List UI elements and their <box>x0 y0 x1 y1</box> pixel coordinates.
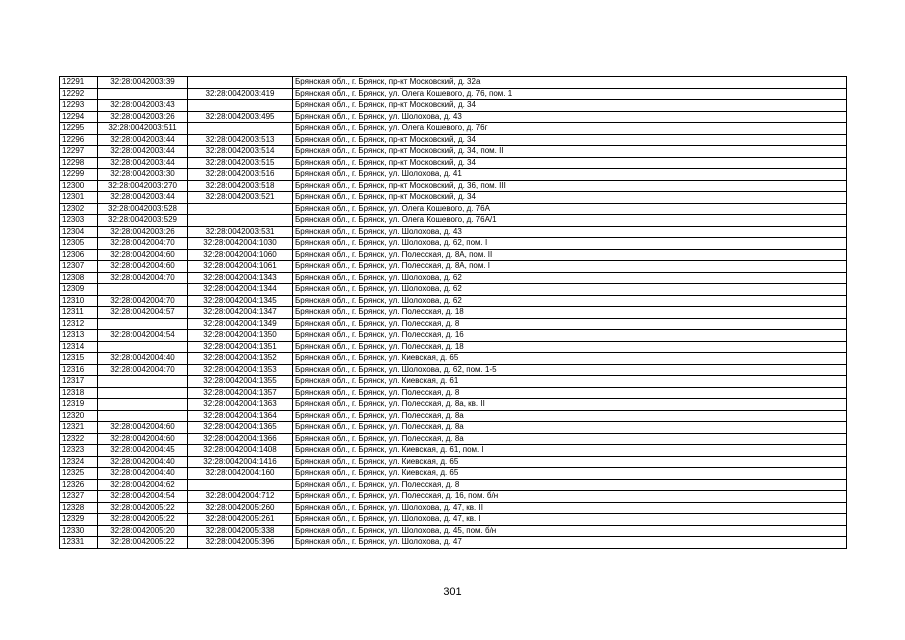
address-cell: Брянская обл., г. Брянск, ул. Олега Кошевого, д. 76, пом. 1 <box>293 88 847 100</box>
row-number-cell: 12300 <box>60 180 98 192</box>
row-number-cell: 12326 <box>60 479 98 491</box>
table-row <box>60 295 847 307</box>
parcel-cadastral-cell <box>98 387 188 399</box>
address-cell: Брянская обл., г. Брянск, ул. Шолохова, д. 62, пом. 1-5 <box>293 364 847 376</box>
object-cadastral-cell: 32:28:0042004:1353 <box>188 364 293 376</box>
row-number-cell: 12310 <box>60 295 98 307</box>
table-row <box>60 226 847 238</box>
parcel-cadastral-cell: 32:28:0042003:44 <box>98 157 188 169</box>
address-cell: Брянская обл., г. Брянск, ул. Полесская, д. 8 <box>293 387 847 399</box>
parcel-cadastral-cell: 32:28:0042004:70 <box>98 272 188 284</box>
table-row <box>60 514 847 526</box>
table-row <box>60 399 847 411</box>
table-row <box>60 111 847 123</box>
registry-table <box>59 76 847 549</box>
parcel-cadastral-cell: 32:28:0042003:511 <box>98 123 188 135</box>
table-row <box>60 525 847 537</box>
row-number-cell: 12302 <box>60 203 98 215</box>
table-row <box>60 100 847 112</box>
row-number-cell: 12309 <box>60 284 98 296</box>
row-number-cell: 12324 <box>60 456 98 468</box>
address-cell: Брянская обл., г. Брянск, ул. Полесская, д. 16 <box>293 330 847 342</box>
address-cell: Брянская обл., г. Брянск, ул. Полесская, д. 8 <box>293 318 847 330</box>
object-cadastral-cell: 32:28:0042005:338 <box>188 525 293 537</box>
parcel-cadastral-cell <box>98 341 188 353</box>
row-number-cell: 12320 <box>60 410 98 422</box>
row-number-cell: 12316 <box>60 364 98 376</box>
parcel-cadastral-cell: 32:28:0042003:43 <box>98 100 188 112</box>
row-number-cell: 12292 <box>60 88 98 100</box>
address-cell: Брянская обл., г. Брянск, пр-кт Московский, д. 34 <box>293 134 847 146</box>
address-cell: Брянская обл., г. Брянск, пр-кт Московский, д. 34 <box>293 100 847 112</box>
table-row <box>60 180 847 192</box>
parcel-cadastral-cell: 32:28:0042003:44 <box>98 146 188 158</box>
address-cell: Брянская обл., г. Брянск, ул. Олега Кошевого, д. 76А/1 <box>293 215 847 227</box>
parcel-cadastral-cell: 32:28:0042004:70 <box>98 364 188 376</box>
parcel-cadastral-cell: 32:28:0042003:44 <box>98 192 188 204</box>
row-number-cell: 12294 <box>60 111 98 123</box>
table-row <box>60 330 847 342</box>
parcel-cadastral-cell: 32:28:0042004:40 <box>98 353 188 365</box>
parcel-cadastral-cell: 32:28:0042003:26 <box>98 226 188 238</box>
table-row <box>60 157 847 169</box>
table-row <box>60 468 847 480</box>
row-number-cell: 12308 <box>60 272 98 284</box>
table-row <box>60 341 847 353</box>
parcel-cadastral-cell: 32:28:0042004:54 <box>98 330 188 342</box>
address-cell: Брянская обл., г. Брянск, ул. Шолохова, д. 47 <box>293 537 847 549</box>
address-cell: Брянская обл., г. Брянск, пр-кт Московский, д. 34 <box>293 192 847 204</box>
registry-table-body <box>60 77 847 549</box>
object-cadastral-cell: 32:28:0042005:396 <box>188 537 293 549</box>
object-cadastral-cell: 32:28:0042004:1344 <box>188 284 293 296</box>
address-cell: Брянская обл., г. Брянск, ул. Полесская, д. 8а <box>293 422 847 434</box>
address-cell: Брянская обл., г. Брянск, ул. Шолохова, д. 47, кв. II <box>293 502 847 514</box>
address-cell: Брянская обл., г. Брянск, пр-кт Московский, д. 34 <box>293 157 847 169</box>
row-number-cell: 12296 <box>60 134 98 146</box>
object-cadastral-cell: 32:28:0042004:1408 <box>188 445 293 457</box>
object-cadastral-cell: 32:28:0042003:516 <box>188 169 293 181</box>
address-cell: Брянская обл., г. Брянск, пр-кт Московский, д. 32а <box>293 77 847 89</box>
table-row <box>60 123 847 135</box>
address-cell: Брянская обл., г. Брянск, ул. Киевская, д. 61 <box>293 376 847 388</box>
table-row <box>60 169 847 181</box>
address-cell: Брянская обл., г. Брянск, пр-кт Московский, д. 34, пом. II <box>293 146 847 158</box>
row-number-cell: 12304 <box>60 226 98 238</box>
table-row <box>60 318 847 330</box>
parcel-cadastral-cell: 32:28:0042004:60 <box>98 422 188 434</box>
parcel-cadastral-cell: 32:28:0042003:529 <box>98 215 188 227</box>
address-cell: Брянская обл., г. Брянск, ул. Шолохова, д. 62 <box>293 284 847 296</box>
parcel-cadastral-cell: 32:28:0042004:40 <box>98 456 188 468</box>
parcel-cadastral-cell: 32:28:0042004:60 <box>98 433 188 445</box>
row-number-cell: 12331 <box>60 537 98 549</box>
row-number-cell: 12297 <box>60 146 98 158</box>
address-cell: Брянская обл., г. Брянск, ул. Полесская, д. 8А, пом. I <box>293 261 847 273</box>
table-row <box>60 422 847 434</box>
object-cadastral-cell: 32:28:0042004:1357 <box>188 387 293 399</box>
address-cell: Брянская обл., г. Брянск, ул. Полесская, д. 16, пом. б/н <box>293 491 847 503</box>
parcel-cadastral-cell: 32:28:0042003:26 <box>98 111 188 123</box>
parcel-cadastral-cell: 32:28:0042004:60 <box>98 249 188 261</box>
object-cadastral-cell: 32:28:0042004:1343 <box>188 272 293 284</box>
parcel-cadastral-cell <box>98 284 188 296</box>
address-cell: Брянская обл., г. Брянск, ул. Шолохова, д. 62 <box>293 272 847 284</box>
table-row <box>60 410 847 422</box>
parcel-cadastral-cell: 32:28:0042005:20 <box>98 525 188 537</box>
object-cadastral-cell: 32:28:0042004:1366 <box>188 433 293 445</box>
parcel-cadastral-cell: 32:28:0042005:22 <box>98 514 188 526</box>
row-number-cell: 12323 <box>60 445 98 457</box>
object-cadastral-cell: 32:28:0042004:1365 <box>188 422 293 434</box>
parcel-cadastral-cell <box>98 88 188 100</box>
object-cadastral-cell: 32:28:0042004:1416 <box>188 456 293 468</box>
parcel-cadastral-cell: 32:28:0042004:54 <box>98 491 188 503</box>
table-row <box>60 433 847 445</box>
row-number-cell: 12322 <box>60 433 98 445</box>
object-cadastral-cell: 32:28:0042003:419 <box>188 88 293 100</box>
table-row <box>60 456 847 468</box>
object-cadastral-cell: 32:28:0042003:531 <box>188 226 293 238</box>
object-cadastral-cell <box>188 123 293 135</box>
table-row <box>60 203 847 215</box>
object-cadastral-cell: 32:28:0042004:1061 <box>188 261 293 273</box>
parcel-cadastral-cell: 32:28:0042003:270 <box>98 180 188 192</box>
object-cadastral-cell <box>188 100 293 112</box>
row-number-cell: 12327 <box>60 491 98 503</box>
table-row <box>60 284 847 296</box>
row-number-cell: 12328 <box>60 502 98 514</box>
table-row <box>60 261 847 273</box>
object-cadastral-cell: 32:28:0042004:1364 <box>188 410 293 422</box>
table-row <box>60 353 847 365</box>
table-row <box>60 479 847 491</box>
table-row <box>60 249 847 261</box>
address-cell: Брянская обл., г. Брянск, ул. Полесская, д. 18 <box>293 307 847 319</box>
table-row <box>60 215 847 227</box>
table-row <box>60 272 847 284</box>
row-number-cell: 12293 <box>60 100 98 112</box>
address-cell: Брянская обл., г. Брянск, ул. Шолохова, д. 45, пом. б/н <box>293 525 847 537</box>
address-cell: Брянская обл., г. Брянск, пр-кт Московский, д. 36, пом. III <box>293 180 847 192</box>
object-cadastral-cell: 32:28:0042003:513 <box>188 134 293 146</box>
parcel-cadastral-cell: 32:28:0042003:44 <box>98 134 188 146</box>
row-number-cell: 12315 <box>60 353 98 365</box>
object-cadastral-cell <box>188 77 293 89</box>
parcel-cadastral-cell: 32:28:0042003:39 <box>98 77 188 89</box>
address-cell: Брянская обл., г. Брянск, ул. Полесская, д. 18 <box>293 341 847 353</box>
object-cadastral-cell: 32:28:0042005:260 <box>188 502 293 514</box>
row-number-cell: 12330 <box>60 525 98 537</box>
parcel-cadastral-cell: 32:28:0042004:40 <box>98 468 188 480</box>
table-row <box>60 77 847 89</box>
table-row <box>60 376 847 388</box>
object-cadastral-cell <box>188 215 293 227</box>
parcel-cadastral-cell <box>98 376 188 388</box>
row-number-cell: 12301 <box>60 192 98 204</box>
object-cadastral-cell: 32:28:0042004:1352 <box>188 353 293 365</box>
object-cadastral-cell: 32:28:0042003:515 <box>188 157 293 169</box>
address-cell: Брянская обл., г. Брянск, ул. Киевская, д. 65 <box>293 468 847 480</box>
row-number-cell: 12311 <box>60 307 98 319</box>
parcel-cadastral-cell: 32:28:0042004:70 <box>98 295 188 307</box>
object-cadastral-cell: 32:28:0042003:514 <box>188 146 293 158</box>
row-number-cell: 12313 <box>60 330 98 342</box>
row-number-cell: 12299 <box>60 169 98 181</box>
address-cell: Брянская обл., г. Брянск, ул. Киевская, д. 65 <box>293 353 847 365</box>
address-cell: Брянская обл., г. Брянск, ул. Полесская, д. 8а <box>293 410 847 422</box>
parcel-cadastral-cell <box>98 410 188 422</box>
address-cell: Брянская обл., г. Брянск, ул. Киевская, д. 61, пом. I <box>293 445 847 457</box>
object-cadastral-cell: 32:28:0042004:1060 <box>188 249 293 261</box>
row-number-cell: 12295 <box>60 123 98 135</box>
table-row <box>60 238 847 250</box>
table-row <box>60 502 847 514</box>
address-cell: Брянская обл., г. Брянск, ул. Полесская, д. 8а, кв. II <box>293 399 847 411</box>
parcel-cadastral-cell: 32:28:0042004:45 <box>98 445 188 457</box>
row-number-cell: 12325 <box>60 468 98 480</box>
row-number-cell: 12307 <box>60 261 98 273</box>
object-cadastral-cell: 32:28:0042004:1345 <box>188 295 293 307</box>
object-cadastral-cell: 32:28:0042004:1349 <box>188 318 293 330</box>
row-number-cell: 12314 <box>60 341 98 353</box>
object-cadastral-cell <box>188 203 293 215</box>
parcel-cadastral-cell: 32:28:0042005:22 <box>98 502 188 514</box>
object-cadastral-cell: 32:28:0042004:1030 <box>188 238 293 250</box>
address-cell: Брянская обл., г. Брянск, ул. Шолохова, д. 41 <box>293 169 847 181</box>
address-cell: Брянская обл., г. Брянск, ул. Шолохова, д. 47, кв. I <box>293 514 847 526</box>
row-number-cell: 12298 <box>60 157 98 169</box>
row-number-cell: 12305 <box>60 238 98 250</box>
table-row <box>60 364 847 376</box>
object-cadastral-cell: 32:28:0042004:1355 <box>188 376 293 388</box>
parcel-cadastral-cell: 32:28:0042004:57 <box>98 307 188 319</box>
object-cadastral-cell: 32:28:0042004:1350 <box>188 330 293 342</box>
object-cadastral-cell: 32:28:0042003:521 <box>188 192 293 204</box>
row-number-cell: 12321 <box>60 422 98 434</box>
object-cadastral-cell: 32:28:0042004:160 <box>188 468 293 480</box>
table-row <box>60 491 847 503</box>
row-number-cell: 12291 <box>60 77 98 89</box>
parcel-cadastral-cell: 32:28:0042005:22 <box>98 537 188 549</box>
row-number-cell: 12318 <box>60 387 98 399</box>
parcel-cadastral-cell <box>98 399 188 411</box>
parcel-cadastral-cell: 32:28:0042004:62 <box>98 479 188 491</box>
row-number-cell: 12329 <box>60 514 98 526</box>
row-number-cell: 12319 <box>60 399 98 411</box>
table-row <box>60 134 847 146</box>
table-row <box>60 88 847 100</box>
address-cell: Брянская обл., г. Брянск, ул. Полесская, д. 8а <box>293 433 847 445</box>
table-row <box>60 387 847 399</box>
row-number-cell: 12317 <box>60 376 98 388</box>
object-cadastral-cell: 32:28:0042004:1363 <box>188 399 293 411</box>
row-number-cell: 12306 <box>60 249 98 261</box>
address-cell: Брянская обл., г. Брянск, ул. Шолохова, д. 62 <box>293 295 847 307</box>
row-number-cell: 12303 <box>60 215 98 227</box>
parcel-cadastral-cell <box>98 318 188 330</box>
object-cadastral-cell: 32:28:0042003:495 <box>188 111 293 123</box>
parcel-cadastral-cell: 32:28:0042003:30 <box>98 169 188 181</box>
object-cadastral-cell: 32:28:0042004:1347 <box>188 307 293 319</box>
address-cell: Брянская обл., г. Брянск, ул. Шолохова, д. 62, пом. I <box>293 238 847 250</box>
object-cadastral-cell: 32:28:0042004:712 <box>188 491 293 503</box>
object-cadastral-cell <box>188 479 293 491</box>
parcel-cadastral-cell: 32:28:0042004:70 <box>98 238 188 250</box>
table-row <box>60 307 847 319</box>
parcel-cadastral-cell: 32:28:0042003:528 <box>98 203 188 215</box>
object-cadastral-cell: 32:28:0042004:1351 <box>188 341 293 353</box>
address-cell: Брянская обл., г. Брянск, ул. Олега Кошевого, д. 76г <box>293 123 847 135</box>
address-cell: Брянская обл., г. Брянск, ул. Шолохова, д. 43 <box>293 226 847 238</box>
object-cadastral-cell: 32:28:0042003:518 <box>188 180 293 192</box>
table-row <box>60 537 847 549</box>
row-number-cell: 12312 <box>60 318 98 330</box>
address-cell: Брянская обл., г. Брянск, ул. Шолохова, д. 43 <box>293 111 847 123</box>
address-cell: Брянская обл., г. Брянск, ул. Полесская, д. 8А, пом. II <box>293 249 847 261</box>
address-cell: Брянская обл., г. Брянск, ул. Полесская, д. 8 <box>293 479 847 491</box>
address-cell: Брянская обл., г. Брянск, ул. Киевская, д. 65 <box>293 456 847 468</box>
page-number: 301 <box>443 586 462 598</box>
table-row <box>60 192 847 204</box>
parcel-cadastral-cell: 32:28:0042004:60 <box>98 261 188 273</box>
table-row <box>60 146 847 158</box>
address-cell: Брянская обл., г. Брянск, ул. Олега Кошевого, д. 76А <box>293 203 847 215</box>
object-cadastral-cell: 32:28:0042005:261 <box>188 514 293 526</box>
table-row <box>60 445 847 457</box>
